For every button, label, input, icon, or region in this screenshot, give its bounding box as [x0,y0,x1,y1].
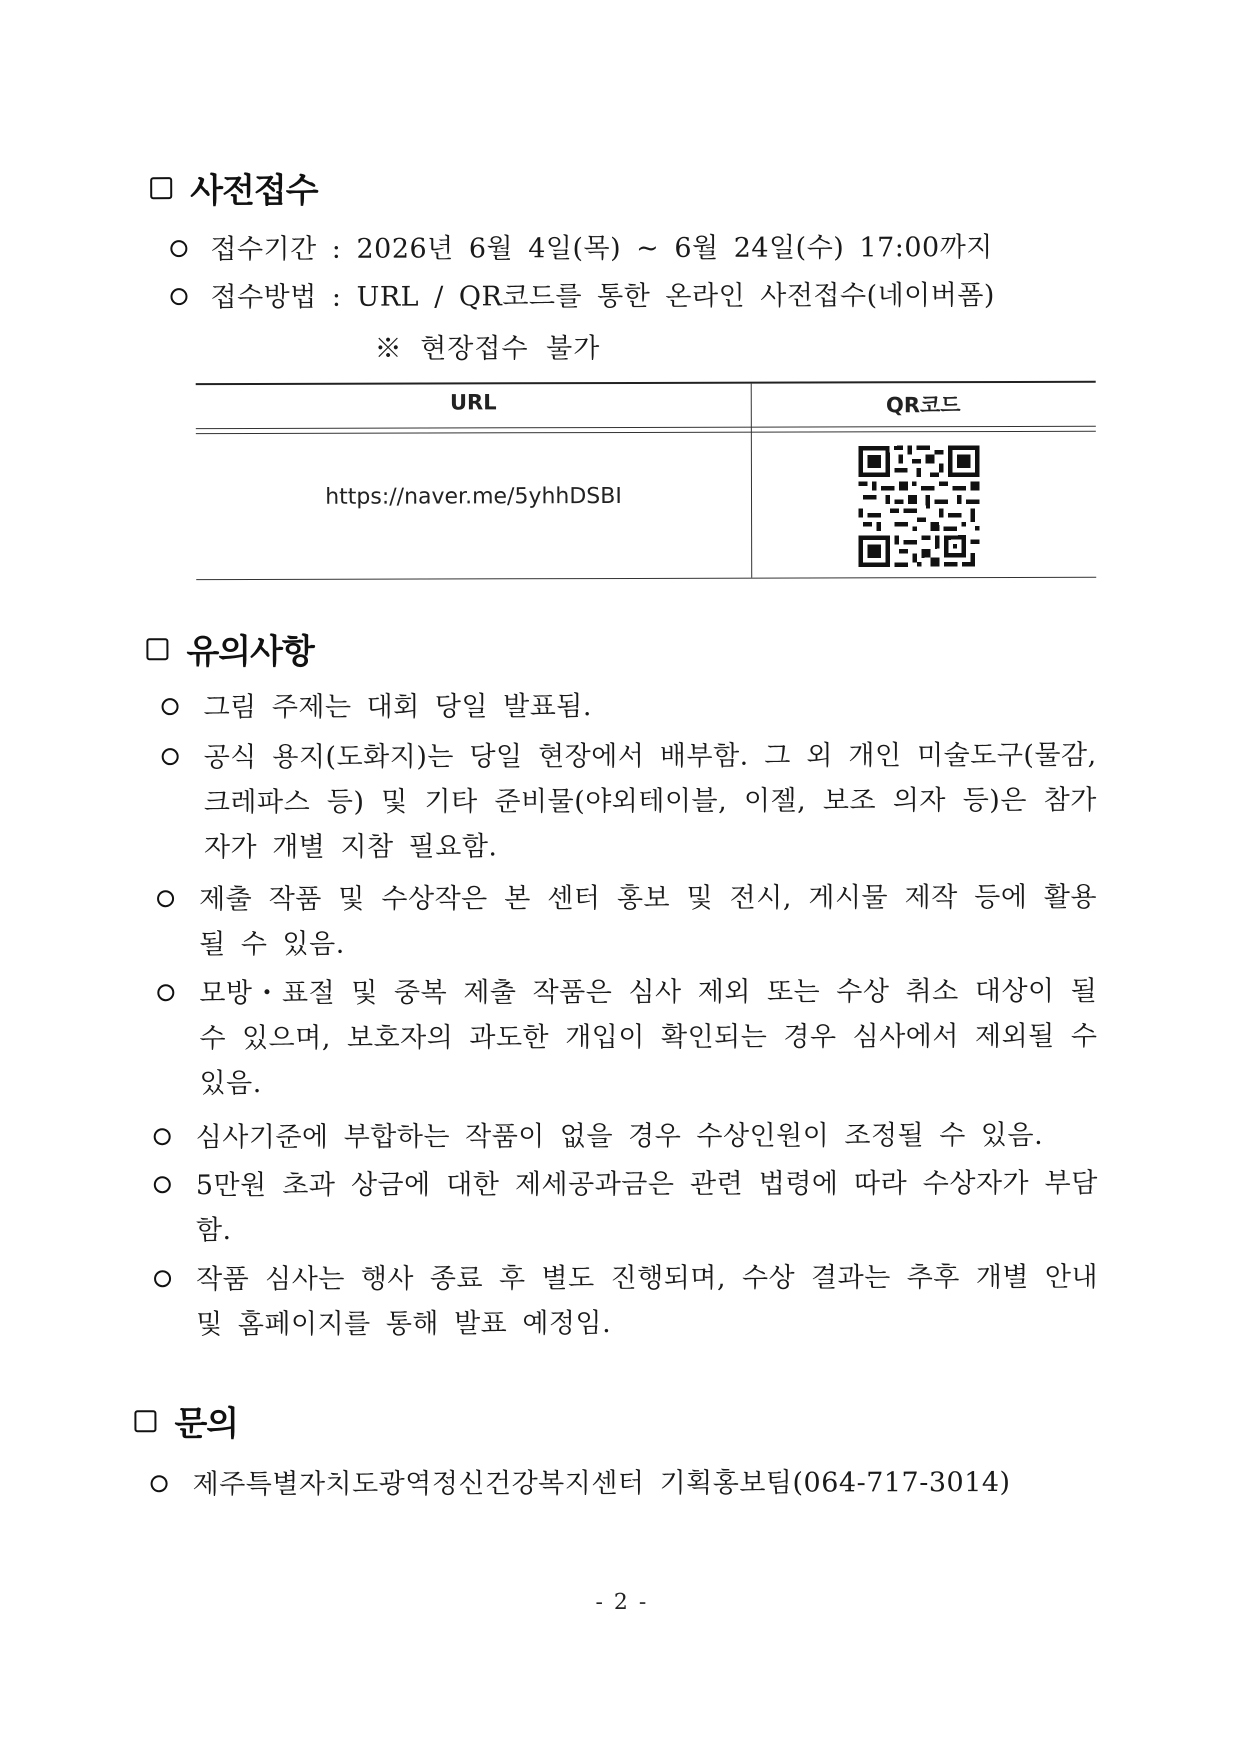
contact-info [151,1460,1099,1507]
checkbox-icon [146,638,168,660]
note-item [154,1255,1098,1347]
checkbox-icon [134,1410,156,1432]
note-item-text: 그림 주제는 대회 당일 발표됨. [203,691,593,724]
note-item [154,1161,1098,1253]
note-item [154,1113,1098,1160]
note-item [162,733,1097,870]
bullet-circle-icon [157,890,174,907]
bullet-circle-icon [154,1270,171,1287]
registration-period [170,225,1090,272]
checkbox-icon [150,177,172,199]
registration-note: ※ 현장접수 불가 [374,333,601,365]
bullet-circle-icon [162,748,179,765]
page-number: - 2 - [595,1589,649,1616]
section-heading-text: 사전접수 [190,170,318,212]
section-heading-text: 문의 [174,1404,239,1445]
note-item [157,875,1097,967]
note-item-text: 작품 심사는 행사 종료 후 별도 진행되며, 수상 결과는 추후 개별 안내 및 홈페이지를 통해 발표 예정임. [196,1261,1099,1341]
table-header-qr: QR코드 [885,393,961,418]
registration-method [170,273,1090,320]
table-top-rule [196,381,1096,385]
note-item-text: 심사기준에 부합하는 작품이 없을 경우 수상인원이 조정될 수 있음. [195,1119,1044,1154]
note-item-text: 모방・표절 및 중복 제출 작품은 심사 제외 또는 수상 취소 대상이 될 수 있으며, 보호자의 과도한 개입이 확인되는 경우 심사에서 제외될 수 있음. [199,975,1098,1100]
note-item-text: 5만원 초과 상금에 대한 제세공과금은 관련 법령에 따라 수상자가 부담함. [195,1167,1098,1247]
bullet-circle-icon [154,1128,171,1145]
bullet-circle-icon [154,1176,171,1193]
section-heading-registration [150,163,318,212]
bullet-circle-icon [170,240,187,257]
contact-info-text: 제주특별자치도광역정신건강복지센터 기획홍보팀(064-717-3014) [192,1466,1011,1501]
bullet-circle-icon [151,1475,168,1492]
bullet-circle-icon [170,288,187,305]
bullet-circle-icon [157,984,174,1001]
note-item-text: 공식 용지(도화지)는 당일 현장에서 배부함. 그 외 개인 미술도구(물감, 크레파스 등) 및 기타 준비물(야외테이블, 이젤, 보조 의자 등)은 참가자가 개별 지참 필요함. [203,739,1097,864]
note-item [157,969,1097,1106]
table-bottom-rule [196,577,1096,580]
registration-method-text: 접수방법 : URL / QR코드를 통한 온라인 사전접수(네이버폼) [210,280,995,314]
table-header-rule [196,426,1096,429]
bullet-circle-icon [162,698,179,715]
registration-table [196,381,1097,583]
table-header-url: URL [449,390,497,415]
note-item-text: 제출 작품 및 수상작은 본 센터 홍보 및 전시, 게시물 제작 등에 활용될 수 있음. [199,881,1098,961]
section-heading-text: 유의사항 [186,631,314,673]
note-item [161,683,1096,730]
section-heading-contact [134,1396,238,1445]
qr-code-icon[interactable] [854,441,984,571]
section-heading-notes [146,624,314,673]
table-header-rule [196,431,1096,434]
registration-period-text: 접수기간 : 2026년 6월 4일(목) ~ 6월 24일(수) 17:00까지 [210,232,993,266]
registration-url-link[interactable]: https://naver.me/5yhhDSBI [325,483,622,510]
